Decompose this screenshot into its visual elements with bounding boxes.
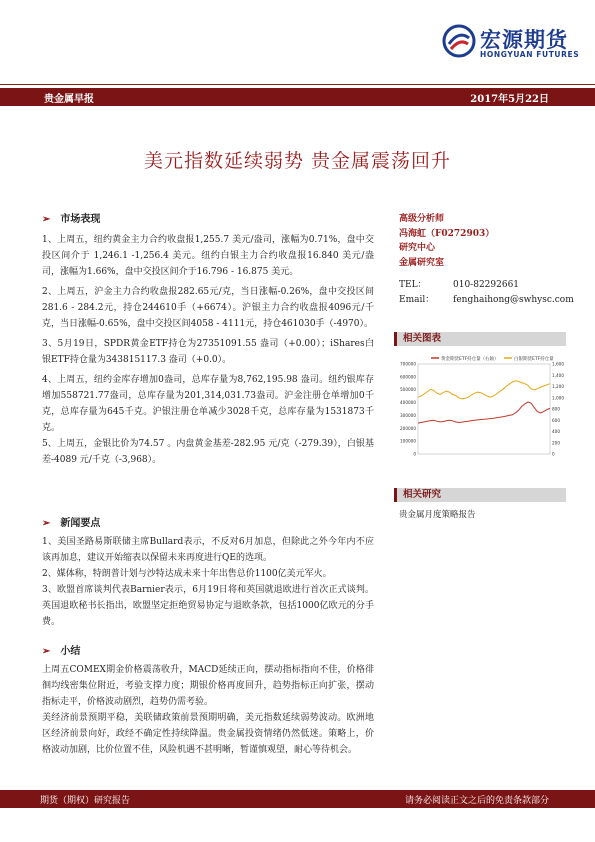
y-right-tick-label: 1,400	[552, 372, 564, 378]
email-link[interactable]: fenghaihong@swhysc.com	[453, 294, 574, 305]
analyst-name: 冯海虹（F0272903）	[399, 228, 495, 239]
paragraph: 上周五COMEX期金价格震荡收升，MACD延续正向，摆动指标指向不佳，价格徘徊均线密集位附近，考验支撑力度；期银价格再度回升，趋势指标正向扩张，摆动指标走平，价格波动剧烈，趋势仍需考验。	[42, 665, 374, 707]
y-left-tick-label: 0	[413, 451, 416, 457]
arrow-icon: ➢	[42, 518, 51, 529]
y-left-tick-label: 400000	[400, 400, 416, 406]
y-right-tick-label: 400	[552, 429, 560, 434]
footer-disclaimer: 请务必阅读正文之后的免责条款部分	[404, 796, 549, 806]
paragraph: 美经济前景预期平稳，美联储政策前景预期明确，美元指数延续弱势波动。欧洲地区经济前景向好，政经不确定性持续降温。贵金属投资情绪仍然低迷。策略上，价格波动加剧，比价位置不佳，风险机遇不甚明晰，暂谨慎观望，耐心等待机会。	[42, 713, 374, 755]
analyst-info	[399, 212, 494, 270]
y-left-tick-label: 500000	[400, 387, 416, 393]
y-right-tick-label: 1,000	[552, 395, 564, 401]
y-left-tick-label: 100000	[400, 438, 416, 444]
y-left-tick-label: 700000	[400, 361, 416, 367]
y-left-tick-label: 200000	[400, 425, 416, 431]
email-row	[399, 293, 574, 308]
series-line-gold	[418, 402, 550, 423]
logo-text-cn: 宏源期货	[480, 28, 568, 52]
paragraph: 2、媒体称，特朗普计划与沙特达成未来十年出售总价1100亿美元军火。	[42, 569, 332, 579]
legend-label: 白银期货ETF持仓量	[514, 357, 554, 362]
related-chart-heading: 相关图表	[394, 332, 566, 346]
paragraph: 4、上周五，纽约金库存增加0盎司，总库存量为8,762,195.98 盎司。纽约银库存增加558721.77盎司，总库存量为201,314,031.73盎司。沪金注册仓单增加0千克，总库存量为645千克。沪银注册仓单减少3028千克，总库存量为1531873千克。	[42, 375, 374, 433]
y-right-tick-label: 600	[552, 417, 560, 423]
y-right-tick-label: 1,200	[552, 384, 564, 389]
tel-row	[399, 278, 574, 293]
section-heading-market: ➢ 市场表现	[42, 214, 101, 225]
paragraph: 3、5月19日，SPDR黄金ETF持仓为27351091.55 盎司（+0.00）；iShares白银ETF持仓量为343815117.3 盎司（+0.0）。	[42, 339, 374, 365]
news-section-body	[42, 534, 374, 630]
y-right-tick-label: 800	[552, 406, 560, 412]
legend-label: 黄金期货ETF持仓量（右轴）	[441, 357, 499, 362]
header-rule	[0, 84, 595, 85]
analyst-contact	[399, 278, 574, 307]
logo-mark-icon	[442, 24, 476, 58]
report-type: 贵金属早报	[44, 94, 94, 105]
email-label: Email：	[399, 294, 435, 305]
page-title: 美元指数延续弱势 贵金属震荡回升	[143, 150, 452, 172]
tel-value: 010-82292661	[453, 280, 520, 290]
analyst-dept-2: 金属研究室	[399, 257, 445, 268]
y-right-tick-label: 0	[552, 451, 555, 457]
arrow-icon: ➢	[42, 646, 51, 657]
logo-text-en: HONGYUAN FUTURES	[480, 50, 580, 59]
tel-label: TEL：	[399, 280, 427, 290]
section-heading-news: ➢ 新闻要点	[42, 518, 101, 529]
market-section-body	[42, 232, 374, 468]
arrow-icon: ➢	[42, 214, 51, 225]
series-line-silver	[418, 381, 550, 399]
paragraph: 1、上周五，纽约黄金主力合约收盘报1,255.7 美元/盎司，涨幅为0.71%，盘中交投区间介于 1,246.1 -1,256.4 美元。纽约白银主力合约收盘报16.840 美元/盎司，涨幅为1.66%，盘中交投区间介于16.796 - 16.875 美元。	[42, 235, 374, 277]
section-heading-summary: ➢ 小结	[42, 646, 81, 657]
etf-holdings-chart	[396, 350, 572, 460]
paragraph: 3、欧盟首席谈判代表Barnier表示，6月19日将和英国就退欧进行首次正式谈判。英国退欧秘书长指出，欧盟坚定拒绝贸易协定与退欧条款，包括1000亿欧元的分手费。	[42, 585, 374, 627]
analyst-title: 高级分析师	[399, 214, 445, 224]
footer-left-text: 期货（期权）研究报告	[40, 796, 131, 806]
paragraph: 1、美国圣路易斯联储主席Bullard表示，不反对6月加息，但除此之外今年内不应该再加息，建议开始缩表以保留未来再度进行QE的选项。	[42, 537, 374, 563]
summary-section-body	[42, 662, 374, 758]
company-logo	[442, 22, 582, 66]
paragraph: 2、上周五，沪金主力合约收盘报282.65元/克，当日涨幅-0.26%，盘中交投区间281.6 - 284.2元，持仓244610手（+6674）。沪银主力合约收盘报4096元/千克，当日涨幅-0.65%，盘中交投区间4058 - 4111元，持仓461030手（-4970）。	[42, 287, 374, 329]
analyst-dept-1: 研究中心	[399, 243, 436, 253]
y-right-tick-label: 200	[552, 440, 560, 446]
related-report-link[interactable]: 贵金属月度策略报告	[399, 510, 476, 520]
y-right-tick-label: 1,600	[552, 361, 564, 367]
y-left-tick-label: 600000	[400, 374, 416, 380]
report-date: 2017年5月22日	[470, 94, 549, 105]
paragraph: 5、上周五，金银比价为74.57 。内盘黄金基差-282.95 元/克（-279.39），白银基差-4089 元/千克（-3,968）。	[42, 439, 374, 465]
related-report-heading: 相关研究	[394, 488, 566, 502]
y-left-tick-label: 300000	[400, 412, 416, 418]
plot-frame	[418, 364, 550, 454]
